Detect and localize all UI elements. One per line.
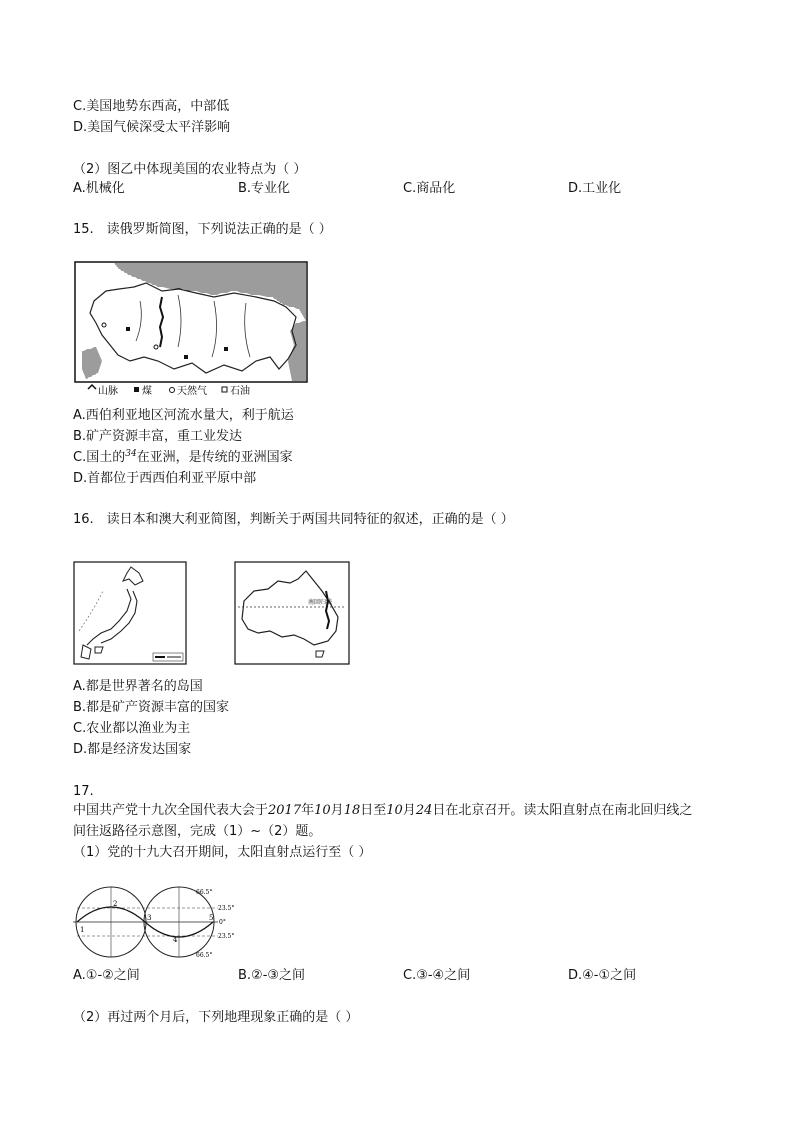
tropic-of-capricorn-label: 南回归线 — [308, 599, 333, 606]
point-2-label: 2 — [113, 900, 118, 908]
q17-stem-b: 年 — [301, 803, 315, 818]
q15-option-c-fraction: 34 — [125, 449, 137, 459]
lat-665s-label: 66.5° — [196, 952, 213, 959]
q17-year: 2017 — [268, 803, 302, 818]
q17-stem-c: 月 — [330, 803, 344, 818]
russia-map — [74, 261, 310, 401]
q17-stem-line2: 间往返路径示意图，完成（1）~（2）题。 — [73, 824, 322, 839]
q16-option-c: C.农业都以渔业为主 — [73, 721, 191, 736]
point-5-label: 5 — [209, 914, 214, 922]
q14-option-d: D.美国气候深受太平洋影响 — [73, 120, 231, 135]
point-1-label: 1 — [80, 926, 85, 934]
mountain-legend-icon — [88, 385, 96, 389]
q17-stem-a: 中国共产党十九次全国代表大会于 — [73, 803, 269, 818]
q17-day-1: 18 — [343, 803, 361, 818]
q15-option-a: A.西伯利亚地区河流水量大，利于航运 — [73, 408, 294, 423]
gas-legend-icon — [170, 388, 175, 393]
q17-sub1-option-b: B.②-③之间 — [238, 968, 306, 983]
q17-sub1-option-c: C.③-④之间 — [403, 968, 471, 983]
q16-option-b: B.都是矿产资源丰富的国家 — [73, 700, 230, 715]
oil-legend-icon — [222, 387, 227, 392]
q15-stem: 15. 读俄罗斯简图，下列说法正确的是（ ） — [73, 222, 332, 237]
q14-sub2-stem: （2）图乙中体现美国的农业特点为（ ） — [73, 162, 307, 177]
q14-option-c: C.美国地势东西高，中部低 — [73, 99, 230, 114]
legend-oil-label: 石油 — [230, 386, 250, 397]
q17-number: 17. — [73, 784, 94, 799]
q15-option-c-pre: C.国土的 — [73, 450, 126, 465]
q17-stem-e: 月 — [402, 803, 416, 818]
legend-gas-label: 天然气 — [177, 386, 207, 397]
q16-option-d: D.都是经济发达国家 — [73, 742, 192, 757]
q17-sub1-option-d: D.④-①之间 — [568, 968, 637, 983]
q14-sub2-option-b: B.专业化 — [238, 181, 291, 196]
q15-option-c-post: 在亚洲，是传统的亚洲国家 — [136, 450, 293, 465]
q17-month-2: 10 — [386, 803, 403, 818]
q14-sub2-option-d: D.工业化 — [568, 181, 622, 196]
point-4-label: 4 — [173, 936, 178, 944]
coal-legend-icon — [134, 387, 139, 392]
q14-sub2-option-c: C.商品化 — [403, 181, 456, 196]
q15-option-c — [73, 449, 293, 468]
q17-sub2-stem: （2）再过两个月后，下列地理现象正确的是（ ） — [73, 1010, 359, 1025]
lat-235s-label: 23.5° — [218, 933, 235, 940]
australia-map — [234, 561, 350, 665]
lat-235n-label: 23.5° — [218, 905, 235, 912]
japan-map — [73, 561, 187, 665]
q16-option-a: A.都是世界著名的岛国 — [73, 679, 203, 694]
q17-day-2: 24 — [415, 803, 433, 818]
q16-stem: 16. 读日本和澳大利亚简图，判断关于两国共同特征的叙述，正确的是（ ） — [73, 512, 514, 527]
legend-coal-label: 煤 — [142, 386, 152, 397]
q14-sub2-option-a: A.机械化 — [73, 181, 125, 196]
q15-option-d: D.首都位于西西伯利亚平原中部 — [73, 471, 257, 486]
q17-sub1-stem: （1）党的十九大召开期间，太阳直射点运行至（ ） — [73, 845, 372, 860]
q15-option-b: B.矿产资源丰富，重工业发达 — [73, 429, 243, 444]
q17-sub1-option-a: A.①-②之间 — [73, 968, 140, 983]
q17-stem-d: 日至 — [360, 803, 387, 818]
q17-month-1: 10 — [314, 803, 331, 818]
sun-path-diagram — [73, 884, 235, 960]
lat-665n-label: 66.5° — [196, 889, 213, 896]
q17-stem-line1 — [73, 802, 692, 820]
point-3-label: 3 — [147, 914, 152, 922]
q17-stem-f: 日在北京召开。读太阳直射点在南北回归线之 — [432, 803, 693, 818]
legend-mountain-label: 山脉 — [98, 386, 118, 397]
lat-0-label: 0° — [219, 919, 226, 926]
